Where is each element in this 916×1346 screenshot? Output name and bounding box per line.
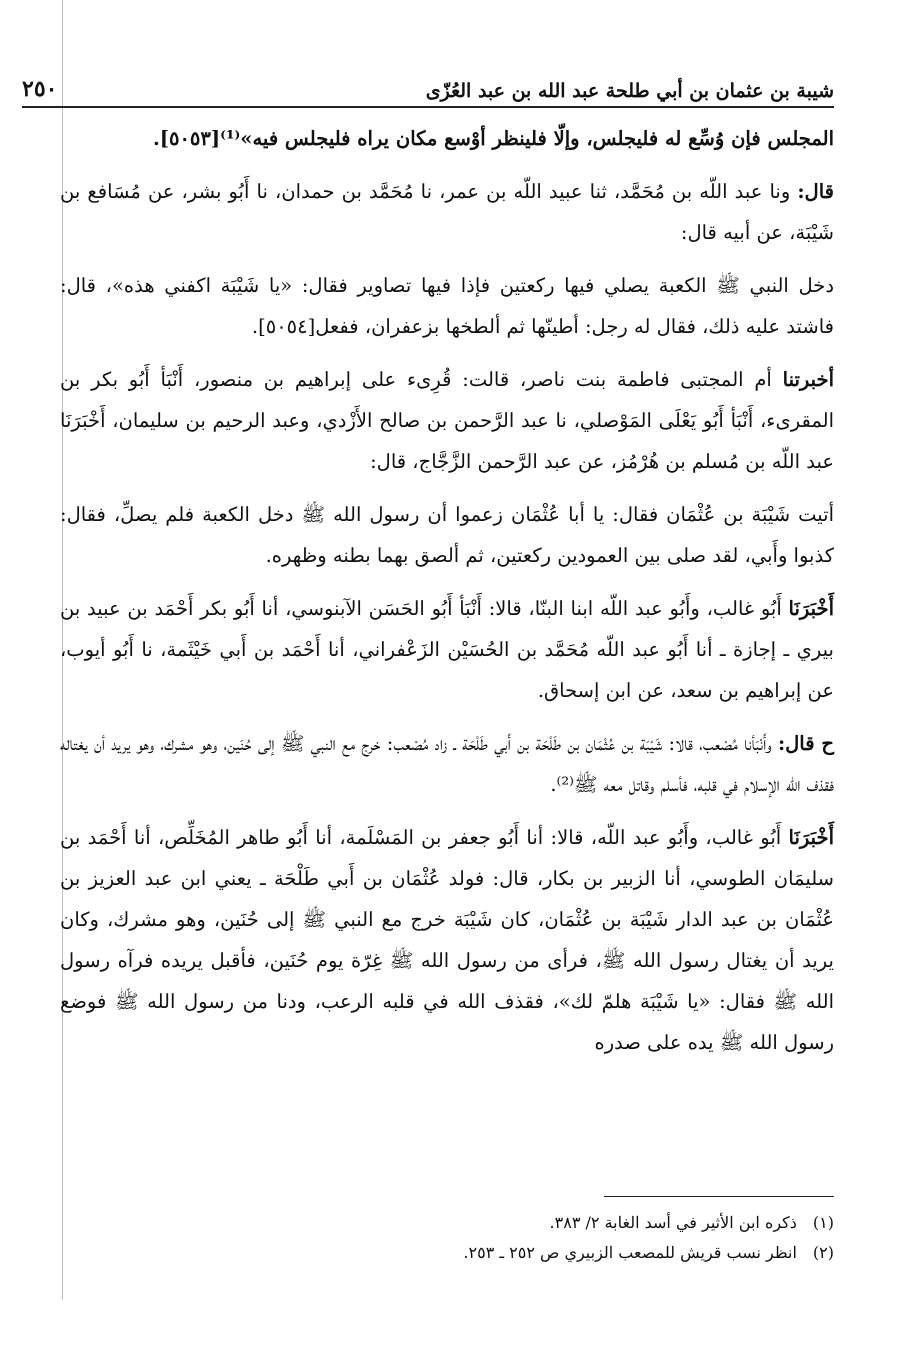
footnote-text: انظر نسب قريش للمصعب الزبيري ص ٢٥٢ ـ ٢٥٣. — [463, 1243, 797, 1262]
paragraph — [60, 265, 834, 347]
paragraph-text: المجلس فإن وُسِّع له فليجلس، وإلّا فلينظر أوْسع مكان يراه فليجلس فيه»⁽¹⁾[٥٠٥٣]. — [152, 127, 834, 150]
footnote-separator — [604, 1196, 834, 1197]
paragraph-text: وأَنْبَأنا مُصْعب، قالا: شَيْبَة بن عُثْمَان بن طَلْحَة بن أَبي طَلْحَة ـ زاد مُصْعب: خرج مع النبي ﷺ إلى حُنَين، وهو مشرك، وهو يريد أن يغتاله فقذف الله الإسلام في قلبه، فأسلم وقاتل معه ﷺ⁽²⁾. — [60, 732, 834, 796]
paragraph-lead: أَخْبَرَنَا — [788, 597, 834, 620]
paragraph — [60, 817, 834, 1063]
footnote — [60, 1238, 834, 1268]
page-header — [22, 62, 834, 108]
paragraph-lead: أخبرتنا — [782, 368, 834, 391]
paragraph — [60, 359, 834, 482]
body-text — [60, 118, 834, 1075]
paragraph — [60, 723, 834, 805]
paragraph — [60, 171, 834, 253]
paragraph — [60, 118, 834, 159]
paragraph — [60, 494, 834, 576]
paragraph-text: أتيت شَيْبَة بن عُثْمَان فقال: يا أبا عُثْمَان زعموا أن رسول الله ﷺ دخل الكعبة فلم يصلِّ، فقال: كذبوا وأَبي، لقد صلى بين العمودين ركعتين، ثم ألصق بهما بطنه وظهره. — [60, 503, 834, 567]
paragraph — [60, 588, 834, 711]
paragraph-text: أَبُو غالب، وأَبُو عبد اللّه، قالا: أنا أَبُو جعفر بن المَسْلَمة، أنا أَبُو طاهر المُخَلِّص، أنا أَحْمَد بن سليمَان الطوسي، أنا الزبير بن بكار، قال: فولد عُثْمَان بن أَبي طَلْحَة ـ يعني ابن عبد العزيز بن عُثْمَان بن عبد الدار شَيْبَة بن عُثْمَان، كان شَيْبَة خرج مع النبي ﷺ إلى حُنَين، وهو مشرك، وكان يريد أن يغتال رسول الله ﷺ، فرأى من رسول الله ﷺ غِرّة يوم حُنَين، فأقبل يريده فرآه رسول الله ﷺ فقال: «يا شَيْبَة هلمّ لك»، فقذف الله في قلبه الرعب، ودنا من رسول الله ﷺ فوضع رسول الله ﷺ يده على صدره — [60, 826, 834, 1054]
paragraph-text: ونا عبد اللّه بن مُحَمَّد، ثنا عبيد اللّه بن عمر، نا مُحَمَّد بن حمدان، نا أَبُو بشر، عن مُسَافع بن شَيْبَة، عن أبيه قال: — [60, 180, 834, 244]
footnote-text: ذكره ابن الأثير في أسد الغابة ٢/ ٣٨٣. — [549, 1213, 797, 1232]
footnote-number: (١) — [812, 1213, 834, 1232]
paragraph-text: أَبُو غالب، وأَبُو عبد اللّه ابنا البنّا، قالا: أَنْبَأ أَبُو الحَسَن الآبنوسي، أنا أَبُو بكر أَحْمَد بن عبيد بن بيري ـ إجازة ـ أنا أَبُو عبد اللّه مُحَمَّد بن الحُسَيْن الزَعْفراني، أنا أَحْمَد بن أَبي خَيْثَمة، نا أَبُو أيوب، عن إبراهيم بن سعد، عن ابن إسحاق. — [60, 597, 834, 702]
footnote-number: (٢) — [812, 1243, 834, 1262]
running-title: شيبة بن عثمان بن أبي طلحة عبد الله بن عبد العُزّى — [425, 80, 834, 102]
footnotes — [60, 1208, 834, 1268]
paragraph-text: دخل النبي ﷺ الكعبة يصلي فيها ركعتين فإذا فيها تصاوير فقال: «يا شَيْبَة اكفني هذه»، قال: فاشتد عليه ذلك، فقال له رجل: أطينّها ثم ألطخها بزعفران، ففعل[٥٠٥٤]. — [60, 274, 834, 338]
paragraph-lead: أَخْبَرَنَا — [788, 826, 834, 849]
page-number: ٢٥٠ — [22, 76, 58, 102]
footnote — [60, 1208, 834, 1238]
paragraph-lead: ح قال: — [777, 732, 834, 755]
paragraph-lead: قال: — [797, 180, 834, 203]
paragraph-text: أم المجتبى فاطمة بنت ناصر، قالت: قُرِىء على إبراهيم بن منصور، أَنْبَأ أَبُو بكر بن المقرىء، أَنْبَأ أَبُو يَعْلَى المَوْصلي، نا عبد الرَّحمن بن صالح الأَزْدي، وعبد الرحيم بن سليمان، أَخْبَرَنَا عبد اللّه بن مُسلم بن هُرْمُز، عن عبد الرَّحمن الزَّجَّاج، قال: — [60, 368, 834, 473]
